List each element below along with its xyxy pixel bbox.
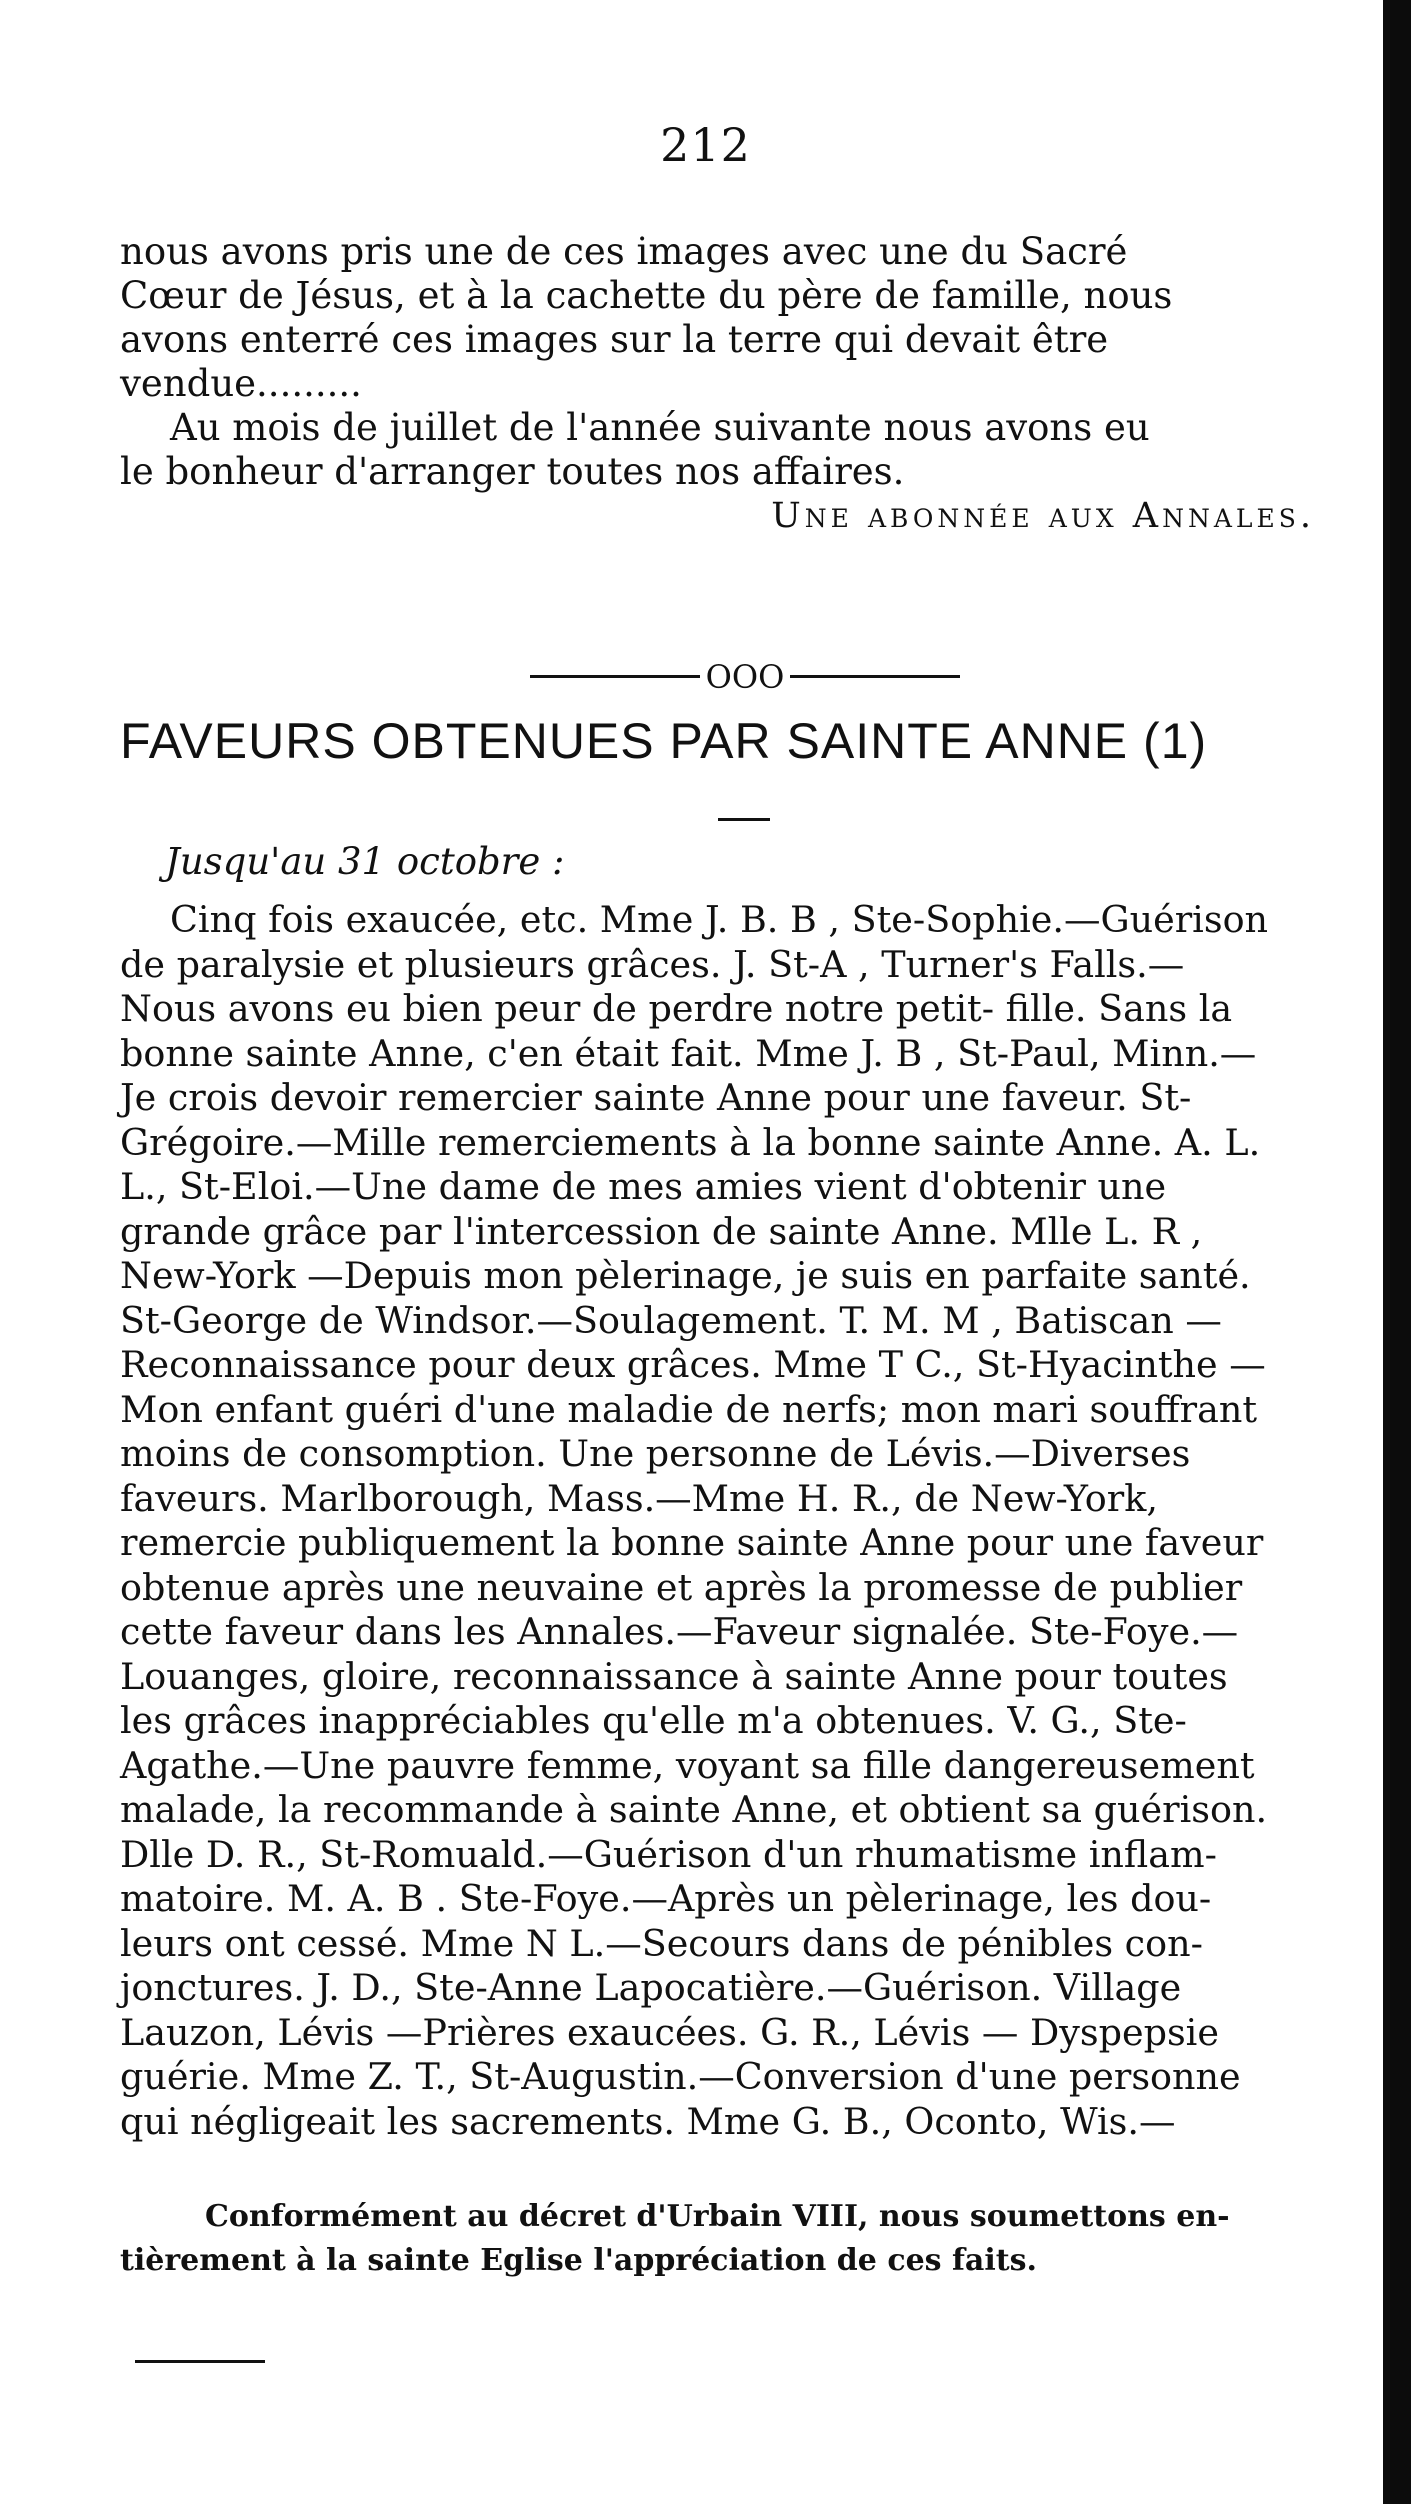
intro-line: Jusqu'au 31 octobre : <box>165 840 565 883</box>
section-separator <box>525 655 965 696</box>
text-line: Dlle D. R., St-Romuald.—Guérison d'un rhumatisme inflam- <box>120 1832 1217 1876</box>
text-line: Agathe.—Une pauvre femme, voyant sa fille dangereusement <box>120 1743 1255 1787</box>
text-line: vendue......... <box>120 362 362 405</box>
text-line: faveurs. Marlborough, Mass.—Mme H. R., de New-York, <box>120 1476 1158 1520</box>
text-line: de paralysie et plusieurs grâces. J. St-A , Turner's Falls.— <box>120 942 1185 986</box>
text-line: Au mois de juillet de l'année suivante nous avons eu <box>170 406 1150 449</box>
favours-list <box>120 898 1365 2144</box>
text-line: cette faveur dans les Annales.—Faveur signalée. Ste-Foye.— <box>120 1610 1239 1653</box>
separator-mark: OOO <box>705 657 785 696</box>
letter-signature: Une abonnée aux Annales. <box>771 496 1315 536</box>
footnote-rule <box>135 2360 265 2363</box>
text-line: malade, la recommande à sainte Anne, et obtient sa guérison. <box>120 1788 1268 1831</box>
heading-dash <box>718 818 770 821</box>
text-line: obtenue après une neuvaine et après la promesse de publier <box>120 1565 1243 1609</box>
continued-letter <box>120 230 1365 538</box>
text-line: Cinq fois exaucée, etc. Mme J. B. B , Ste-Sophie.—Guérison <box>170 898 1269 941</box>
text-line: New-York —Depuis mon pèlerinage, je suis en parfaite santé. <box>120 1254 1251 1297</box>
text-line: jonctures. J. D., Ste-Anne Lapocatière.—Guérison. Village <box>120 1966 1182 2009</box>
text-line: Cœur de Jésus, et à la cachette du père de famille, nous <box>120 274 1173 317</box>
text-line: Grégoire.—Mille remerciements à la bonne sainte Anne. A. L. <box>120 1120 1261 1164</box>
footnote <box>120 2195 1365 2283</box>
separator-rule-left <box>530 675 700 678</box>
text-line: Je crois devoir remercier sainte Anne pour une faveur. St- <box>120 1076 1192 1119</box>
footnote-line: Conformément au décret d'Urbain VIII, nous soumettons en- <box>205 2199 1230 2234</box>
text-line: Lauzon, Lévis —Prières exaucées. G. R., Lévis — Dyspepsie <box>120 2010 1219 2054</box>
text-line: Mon enfant guéri d'une maladie de nerfs; mon mari souffrant <box>120 1387 1258 1431</box>
text-line: le bonheur d'arranger toutes nos affaires. <box>120 450 905 493</box>
text-line: nous avons pris une de ces images avec une du Sacré <box>120 230 1128 273</box>
text-line: qui négligeait les sacrements. Mme G. B., Oconto, Wis.— <box>120 2099 1176 2143</box>
text-line: St-George de Windsor.—Soulagement. T. M. M , Batiscan — <box>120 1298 1222 1342</box>
section-heading: FAVEURS OBTENUES PAR SAINTE ANNE (1) <box>120 713 1208 769</box>
text-line: avons enterré ces images sur la terre qui devait être <box>120 318 1109 361</box>
text-line: matoire. M. A. B . Ste-Foye.—Après un pèlerinage, les dou- <box>120 1877 1212 1920</box>
text-line: les grâces inappréciables qu'elle m'a obtenues. V. G., Ste- <box>120 1699 1187 1742</box>
text-line: Louanges, gloire, reconnaissance à sainte Anne pour toutes <box>120 1654 1228 1698</box>
text-line: Reconnaissance pour deux grâces. Mme T C., St-Hyacinthe — <box>120 1343 1266 1386</box>
text-line: leurs ont cessé. Mme N L.—Secours dans de pénibles con- <box>120 1921 1203 1965</box>
text-line: bonne sainte Anne, c'en était fait. Mme J. B , St-Paul, Minn.— <box>120 1031 1257 1075</box>
text-line: guérie. Mme Z. T., St-Augustin.—Conversion d'une personne <box>120 2055 1241 2098</box>
text-line: Nous avons eu bien peur de perdre notre petit- fille. Sans la <box>120 987 1233 1030</box>
text-line: L., St-Eloi.—Une dame de mes amies vient d'obtenir une <box>120 1165 1167 1208</box>
text-line: moins de consomption. Une personne de Lévis.—Diverses <box>120 1432 1191 1475</box>
page-binding-edge <box>1383 0 1411 2504</box>
footnote-line: tièrement à la sainte Eglise l'appréciation de ces faits. <box>120 2243 1037 2278</box>
text-line: grande grâce par l'intercession de sainte Anne. Mlle L. R , <box>120 1209 1203 1253</box>
separator-rule-right <box>790 675 960 678</box>
page-number: 212 <box>660 118 751 172</box>
text-line: remercie publiquement la bonne sainte Anne pour une faveur <box>120 1521 1264 1564</box>
